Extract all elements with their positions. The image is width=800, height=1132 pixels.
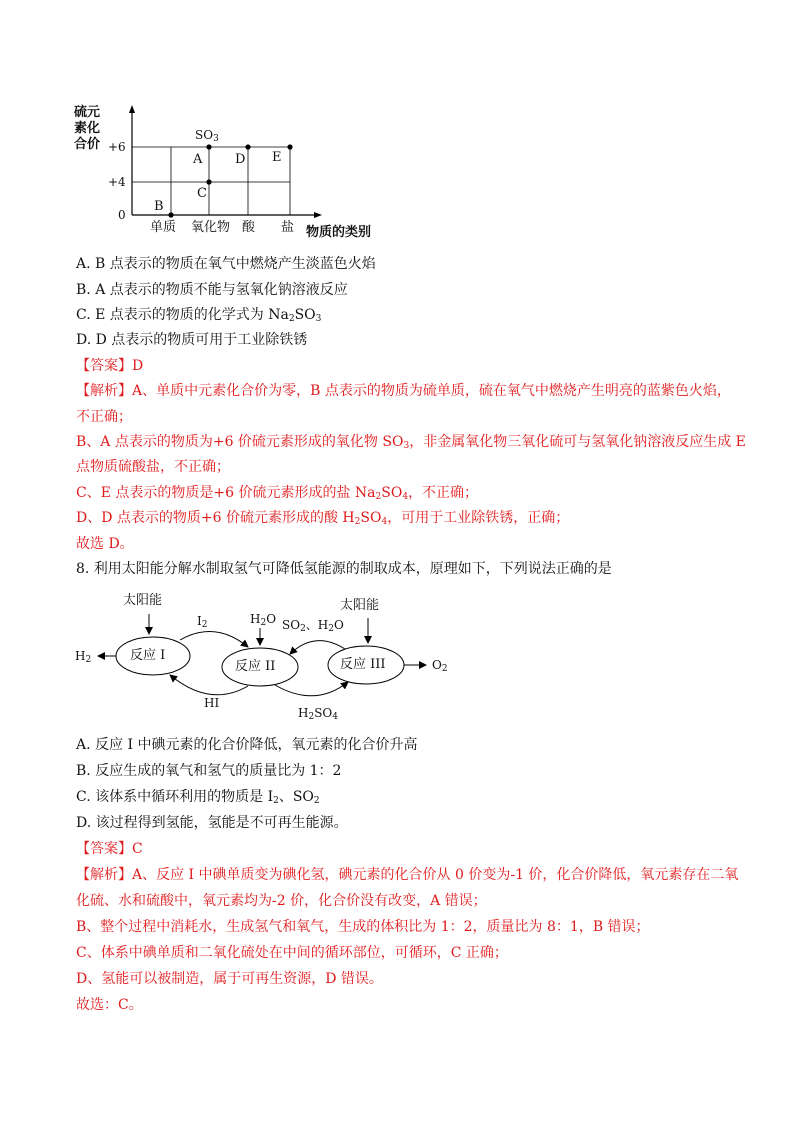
q8-analysis-1: 【解析】A、反应 I 中碘单质变为碘化氢，碘元素的化合价从 0 价变为-1 价，化合价降低，氧元素存在二氧 (76, 867, 739, 883)
sun-label-2: 太阳能 (340, 598, 380, 613)
hi-label: HI (204, 696, 220, 710)
q7-analysis-5: C、E 点表示的物质是+6 价硫元素形成的盐 $Na_2SO_4$，不正确； (76, 485, 479, 502)
q7-option-b: B. A 点表示的物质不能与氢氧化钠溶液反应 (76, 282, 348, 298)
q8-option-d: D. 该过程得到氢能，氢能是不可再生能源。 (76, 815, 348, 831)
y-axis-label-3: 合价 (74, 137, 101, 152)
q7-analysis-4: 点物质硫酸盐，不正确； (76, 459, 230, 475)
point-label-so3: $SO_3$ (195, 128, 219, 144)
y-axis-label-2: 素化 (74, 121, 101, 136)
q7-analysis-1: 【解析】A、单质中元素化合价为零，B 点表示的物质为硫单质，硫在氧气中燃烧产生明亮的蓝紫色火焰， (76, 383, 731, 399)
point-e (287, 144, 292, 149)
point-label-c: C (197, 186, 207, 201)
q7-answer: 【答案】D (76, 358, 144, 374)
point-a (206, 144, 211, 149)
reaction-cycle-diagram (70, 590, 470, 730)
y-axis-label-1: 硫元 (74, 105, 101, 120)
point-label-a: A (193, 152, 203, 167)
o2-label: $O_2$ (432, 658, 448, 674)
x-category-element: 单质 (150, 220, 177, 235)
q7-option-d: D. D 点表示的物质可用于工业除铁锈 (76, 332, 308, 348)
h2so4-label: $H_2SO_4$ (298, 706, 338, 722)
so2-h2o-label: $SO_2$、$H_2O$ (282, 618, 344, 634)
point-label-e: E (272, 150, 282, 165)
q8-stem: 8. 利用太阳能分解水制取氢气可降低氢能源的制取成本，原理如下，下列说法正确的是 (76, 561, 612, 577)
q7-analysis-7: 故选 D。 (76, 536, 134, 552)
reaction-3-label: 反应 III (340, 657, 386, 672)
sun-label-1: 太阳能 (123, 593, 163, 608)
x-category-oxide: 氧化物 (191, 220, 231, 235)
q8-answer: 【答案】C (76, 841, 143, 857)
q7-analysis-3: B、A 点表示的物质为+6 价硫元素形成的氧化物 $SO_3$，非金属氧化物三氧化硫可与氢氧化钠溶液反应生成 E (76, 434, 746, 451)
q7-option-c: C. E 点表示的物质的化学式为 $Na_2SO_3$ (76, 307, 322, 324)
point-d (245, 144, 250, 149)
h2o-label: $H_2O$ (250, 612, 277, 628)
point-b (168, 212, 173, 217)
q8-option-c: C. 该体系中循环利用的物质是 $I_2$、$SO_2$ (76, 789, 320, 806)
y-tick-0: 0 (118, 208, 126, 222)
q7-analysis-6: D、D 点表示的物质+6 价硫元素形成的酸 $H_2SO_4$，可用于工业除铁锈，正确； (76, 510, 570, 527)
y-tick-6: +6 (108, 140, 126, 154)
q8-analysis-5: D、氢能可以被制造，属于可再生资源，D 错误。 (76, 971, 383, 987)
x-category-acid: 酸 (242, 220, 256, 235)
point-label-b: B (154, 199, 164, 214)
point-c (206, 179, 211, 184)
q8-analysis-6: 故选：C。 (76, 997, 143, 1013)
q8-option-b: B. 反应生成的氧气和氢气的质量比为 1：2 (76, 763, 342, 779)
q8-analysis-2: 化硫、水和硫酸中，氧元素均为-2 价，化合价没有改变，A 错误； (76, 893, 487, 909)
reaction-2-label: 反应 II (235, 659, 276, 674)
q7-option-a: A. B 点表示的物质在氧气中燃烧产生淡蓝色火焰 (76, 256, 376, 272)
h2-label: $H_2$ (75, 649, 92, 665)
chart-axes (70, 100, 370, 240)
q7-analysis-2: 不正确； (76, 409, 132, 425)
i2-label: $I_2$ (197, 614, 208, 630)
valence-chart (70, 100, 370, 240)
point-label-d: D (235, 152, 246, 167)
q8-option-a: A. 反应 I 中碘元素的化合价降低，氧元素的化合价升高 (76, 737, 418, 753)
q8-analysis-3: B、整个过程中消耗水，生成氢气和氧气，生成的体积比为 1：2，质量比为 8：1，B 错误； (76, 919, 650, 935)
reaction-1-label: 反应 I (130, 648, 166, 663)
y-tick-4: +4 (108, 175, 126, 189)
q8-analysis-4: C、体系中碘单质和二氧化硫处在中间的循环部位，可循环，C 正确； (76, 945, 508, 961)
x-category-salt: 盐 (281, 220, 295, 235)
x-axis-label: 物质的类别 (306, 225, 372, 240)
